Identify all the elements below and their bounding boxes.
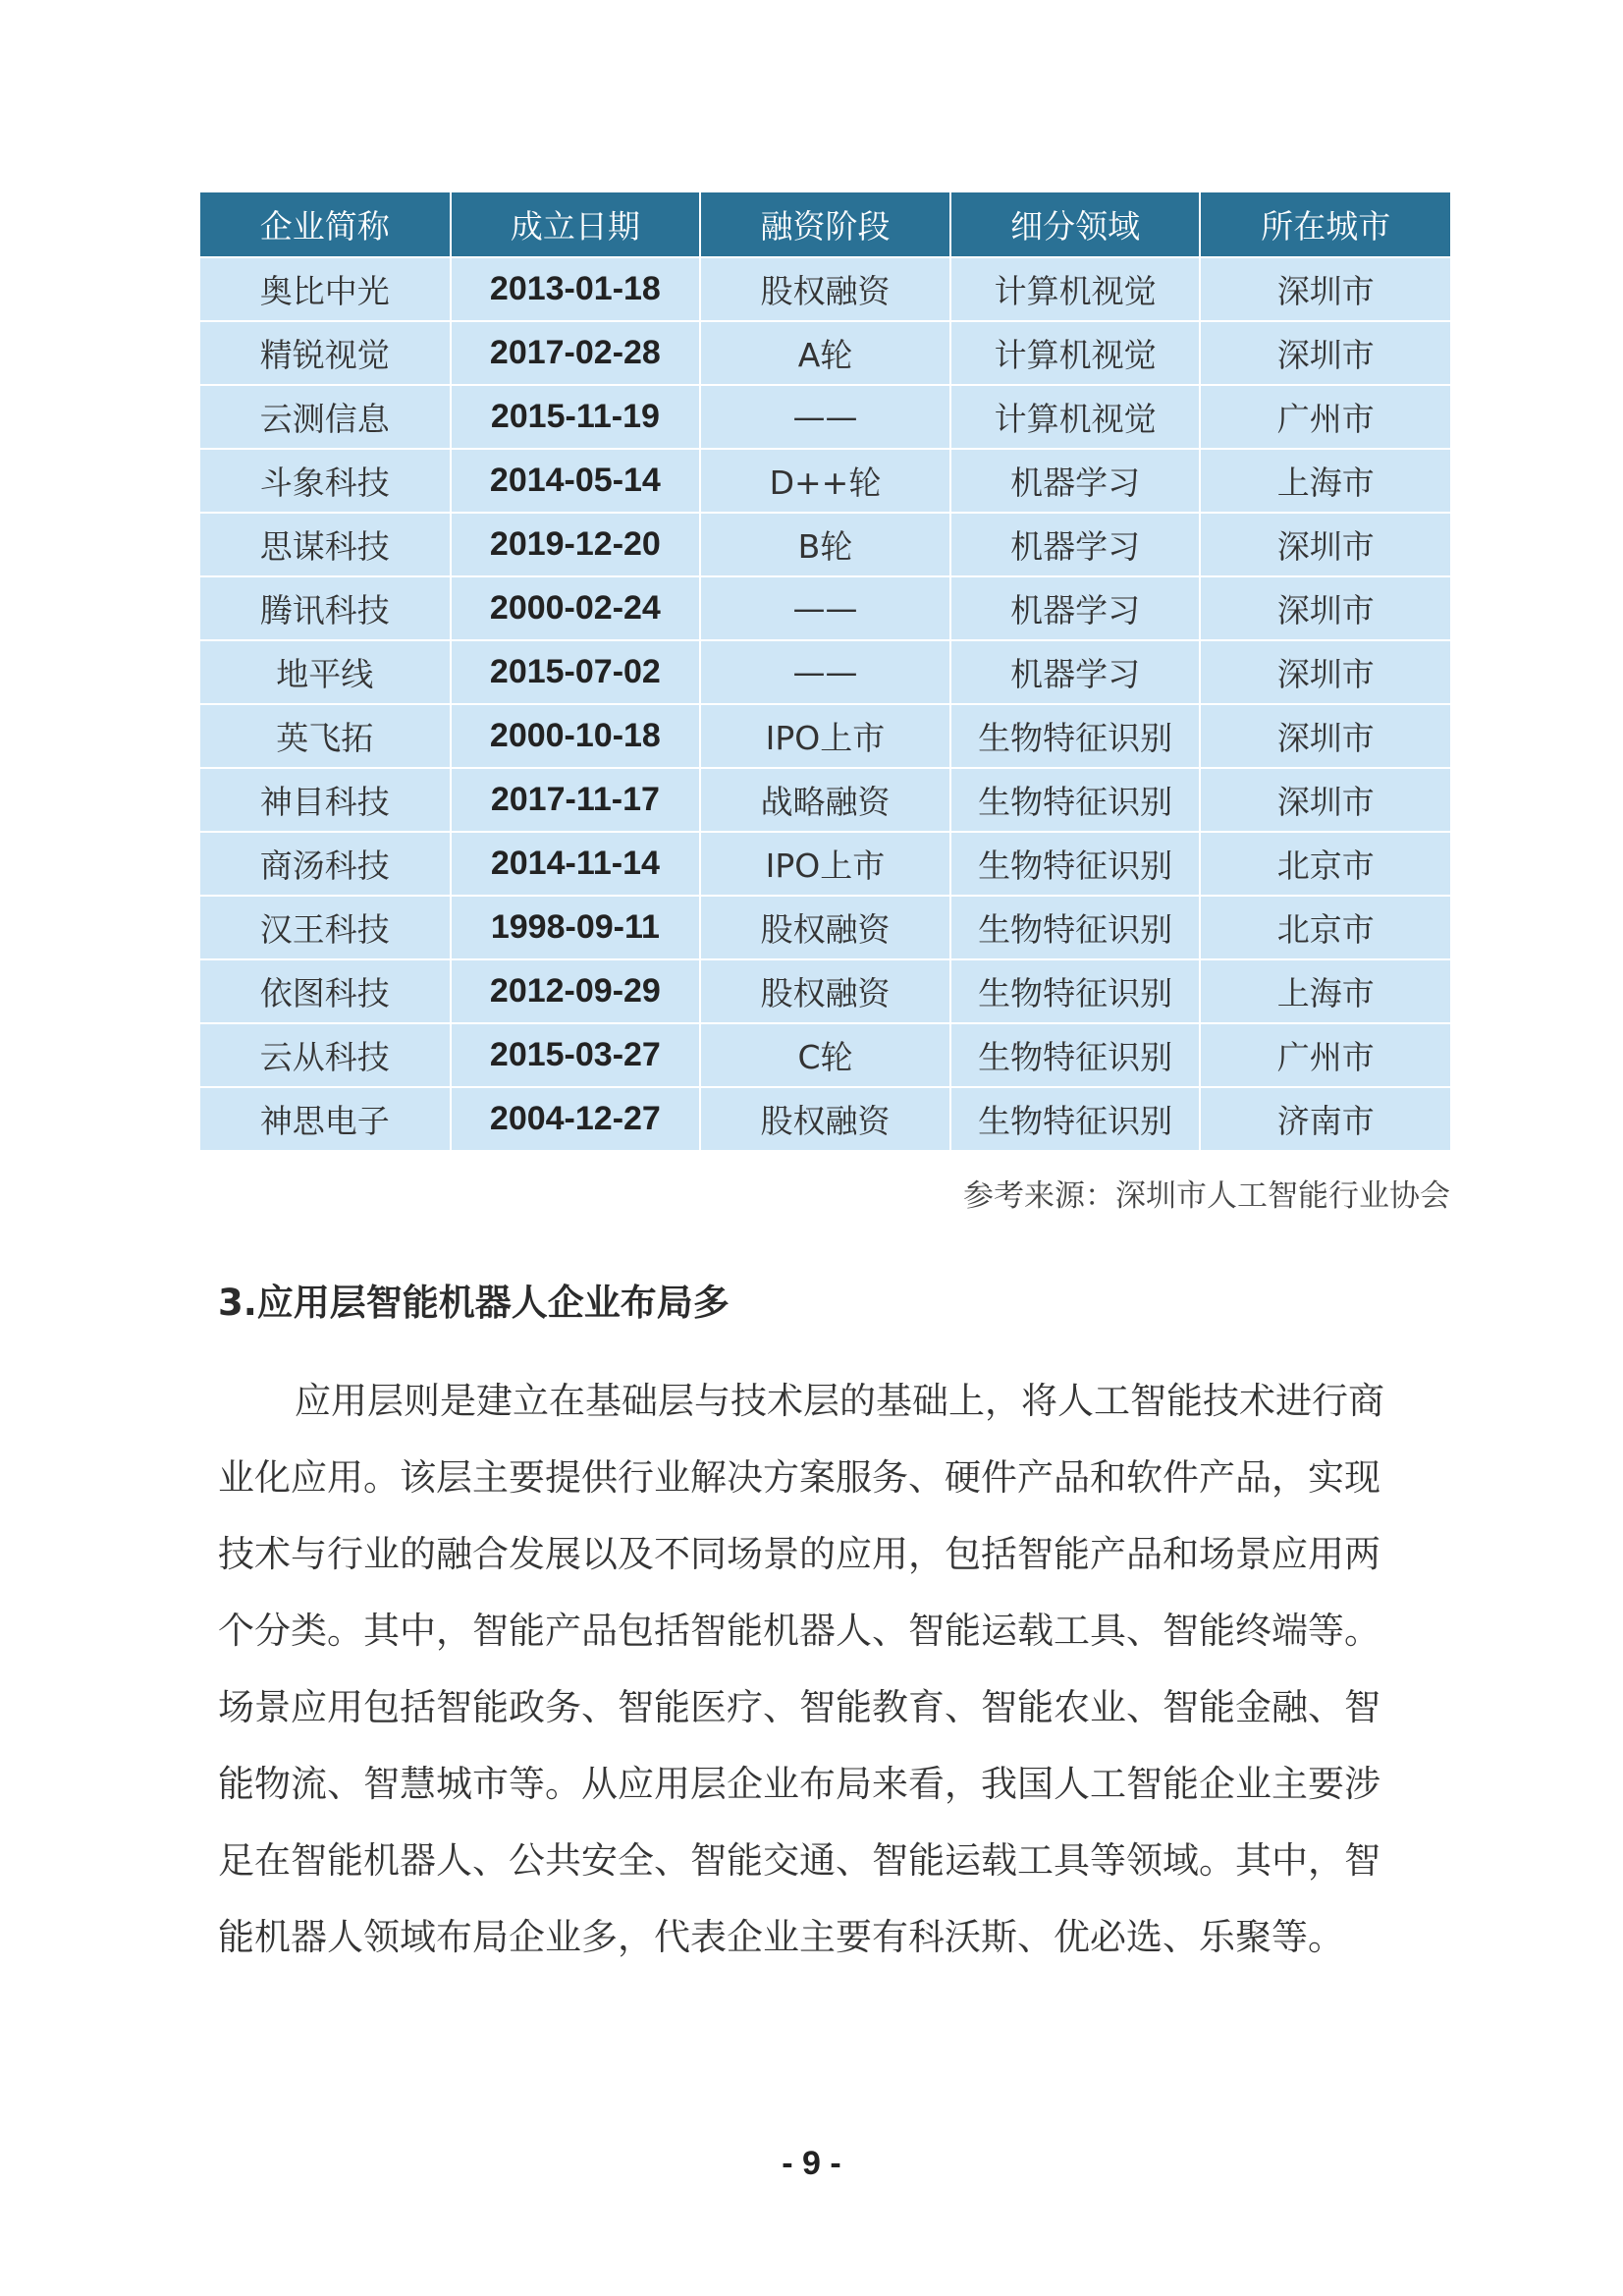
- funding-stage-cell: 战略融资: [700, 768, 950, 832]
- segment-cell: 生物特征识别: [950, 1023, 1201, 1087]
- table-row: [200, 959, 1450, 1023]
- founded-date-cell: 2014-11-14: [451, 832, 701, 896]
- paragraph-line: 业化应用。该层主要提供行业解决方案服务、硬件产品和软件产品，实现: [218, 1456, 1380, 1499]
- city-cell: 北京市: [1200, 832, 1450, 896]
- company-name-cell: 云测信息: [200, 385, 451, 449]
- funding-stage-cell: B轮: [700, 513, 950, 576]
- funding-stage-cell: ——: [700, 576, 950, 640]
- paragraph-line: 足在智能机器人、公共安全、智能交通、智能运载工具等领域。其中，智: [218, 1839, 1380, 1882]
- funding-stage-cell: ——: [700, 640, 950, 704]
- segment-cell: 生物特征识别: [950, 896, 1201, 959]
- city-cell: 北京市: [1200, 896, 1450, 959]
- founded-date-cell: 2015-07-02: [451, 640, 701, 704]
- city-cell: 深圳市: [1200, 321, 1450, 385]
- segment-cell: 机器学习: [950, 449, 1201, 513]
- segment-cell: 生物特征识别: [950, 768, 1201, 832]
- paragraph-line: 能机器人领域布局企业多，代表企业主要有科沃斯、优必选、乐聚等。: [218, 1916, 1344, 1958]
- company-table: [200, 192, 1450, 1150]
- segment-cell: 机器学习: [950, 576, 1201, 640]
- company-name-cell: 依图科技: [200, 959, 451, 1023]
- table-row: [200, 1087, 1450, 1150]
- city-cell: 深圳市: [1200, 257, 1450, 321]
- table-row: [200, 704, 1450, 768]
- table-row: [200, 640, 1450, 704]
- column-header: 企业简称: [200, 192, 451, 257]
- company-name-cell: 腾讯科技: [200, 576, 451, 640]
- founded-date-cell: 2017-11-17: [451, 768, 701, 832]
- table-row: [200, 321, 1450, 385]
- city-cell: 广州市: [1200, 1023, 1450, 1087]
- paragraph-line: 场景应用包括智能政务、智能医疗、智能教育、智能农业、智能金融、智: [218, 1686, 1380, 1728]
- segment-cell: 计算机视觉: [950, 385, 1201, 449]
- company-name-cell: 奥比中光: [200, 257, 451, 321]
- founded-date-cell: 2012-09-29: [451, 959, 701, 1023]
- table-row: [200, 768, 1450, 832]
- table-row: [200, 576, 1450, 640]
- company-name-cell: 神目科技: [200, 768, 451, 832]
- segment-cell: 生物特征识别: [950, 1087, 1201, 1150]
- city-cell: 上海市: [1200, 449, 1450, 513]
- funding-stage-cell: 股权融资: [700, 1087, 950, 1150]
- table-row: [200, 513, 1450, 576]
- segment-cell: 生物特征识别: [950, 959, 1201, 1023]
- table-row: [200, 896, 1450, 959]
- company-name-cell: 英飞拓: [200, 704, 451, 768]
- funding-stage-cell: ——: [700, 385, 950, 449]
- segment-cell: 生物特征识别: [950, 704, 1201, 768]
- funding-stage-cell: 股权融资: [700, 896, 950, 959]
- founded-date-cell: 2004-12-27: [451, 1087, 701, 1150]
- city-cell: 深圳市: [1200, 513, 1450, 576]
- funding-stage-cell: A轮: [700, 321, 950, 385]
- founded-date-cell: 2015-03-27: [451, 1023, 701, 1087]
- funding-stage-cell: IPO上市: [700, 832, 950, 896]
- city-cell: 深圳市: [1200, 768, 1450, 832]
- funding-stage-cell: 股权融资: [700, 959, 950, 1023]
- segment-cell: 机器学习: [950, 640, 1201, 704]
- company-name-cell: 思谋科技: [200, 513, 451, 576]
- table-row: [200, 257, 1450, 321]
- city-cell: 济南市: [1200, 1087, 1450, 1150]
- paragraph-line: 能物流、智慧城市等。从应用层企业布局来看，我国人工智能企业主要涉: [218, 1763, 1380, 1805]
- founded-date-cell: 2000-10-18: [451, 704, 701, 768]
- city-cell: 上海市: [1200, 959, 1450, 1023]
- section-heading: 3.应用层智能机器人企业布局多: [218, 1282, 730, 1324]
- column-header: 成立日期: [451, 192, 701, 257]
- company-name-cell: 地平线: [200, 640, 451, 704]
- table-row: [200, 1023, 1450, 1087]
- funding-stage-cell: D++轮: [700, 449, 950, 513]
- table-header-row: [200, 192, 1450, 257]
- table-source-note: 参考来源：深圳市人工智能行业协会: [963, 1178, 1450, 1214]
- company-name-cell: 精锐视觉: [200, 321, 451, 385]
- funding-stage-cell: C轮: [700, 1023, 950, 1087]
- city-cell: 深圳市: [1200, 704, 1450, 768]
- column-header: 融资阶段: [700, 192, 950, 257]
- segment-cell: 计算机视觉: [950, 257, 1201, 321]
- table-row: [200, 385, 1450, 449]
- company-name-cell: 云从科技: [200, 1023, 451, 1087]
- segment-cell: 机器学习: [950, 513, 1201, 576]
- founded-date-cell: 2014-05-14: [451, 449, 701, 513]
- paragraph-line: 应用层则是建立在基础层与技术层的基础上，将人工智能技术进行商: [295, 1380, 1384, 1422]
- table-row: [200, 832, 1450, 896]
- page-number: - 9 -: [782, 2145, 841, 2182]
- segment-cell: 生物特征识别: [950, 832, 1201, 896]
- table-row: [200, 449, 1450, 513]
- founded-date-cell: 2015-11-19: [451, 385, 701, 449]
- city-cell: 深圳市: [1200, 640, 1450, 704]
- segment-cell: 计算机视觉: [950, 321, 1201, 385]
- company-name-cell: 神思电子: [200, 1087, 451, 1150]
- column-header: 细分领域: [950, 192, 1201, 257]
- company-name-cell: 汉王科技: [200, 896, 451, 959]
- city-cell: 深圳市: [1200, 576, 1450, 640]
- city-cell: 广州市: [1200, 385, 1450, 449]
- founded-date-cell: 2013-01-18: [451, 257, 701, 321]
- company-name-cell: 商汤科技: [200, 832, 451, 896]
- body-paragraph: [218, 1363, 1445, 1976]
- paragraph-line: 个分类。其中，智能产品包括智能机器人、智能运载工具、智能终端等。: [218, 1610, 1380, 1652]
- column-header: 所在城市: [1200, 192, 1450, 257]
- funding-stage-cell: IPO上市: [700, 704, 950, 768]
- founded-date-cell: 2000-02-24: [451, 576, 701, 640]
- company-table-container: [200, 192, 1450, 1150]
- founded-date-cell: 2017-02-28: [451, 321, 701, 385]
- company-name-cell: 斗象科技: [200, 449, 451, 513]
- funding-stage-cell: 股权融资: [700, 257, 950, 321]
- founded-date-cell: 1998-09-11: [451, 896, 701, 959]
- paragraph-line: 技术与行业的融合发展以及不同场景的应用，包括智能产品和场景应用两: [218, 1533, 1380, 1575]
- founded-date-cell: 2019-12-20: [451, 513, 701, 576]
